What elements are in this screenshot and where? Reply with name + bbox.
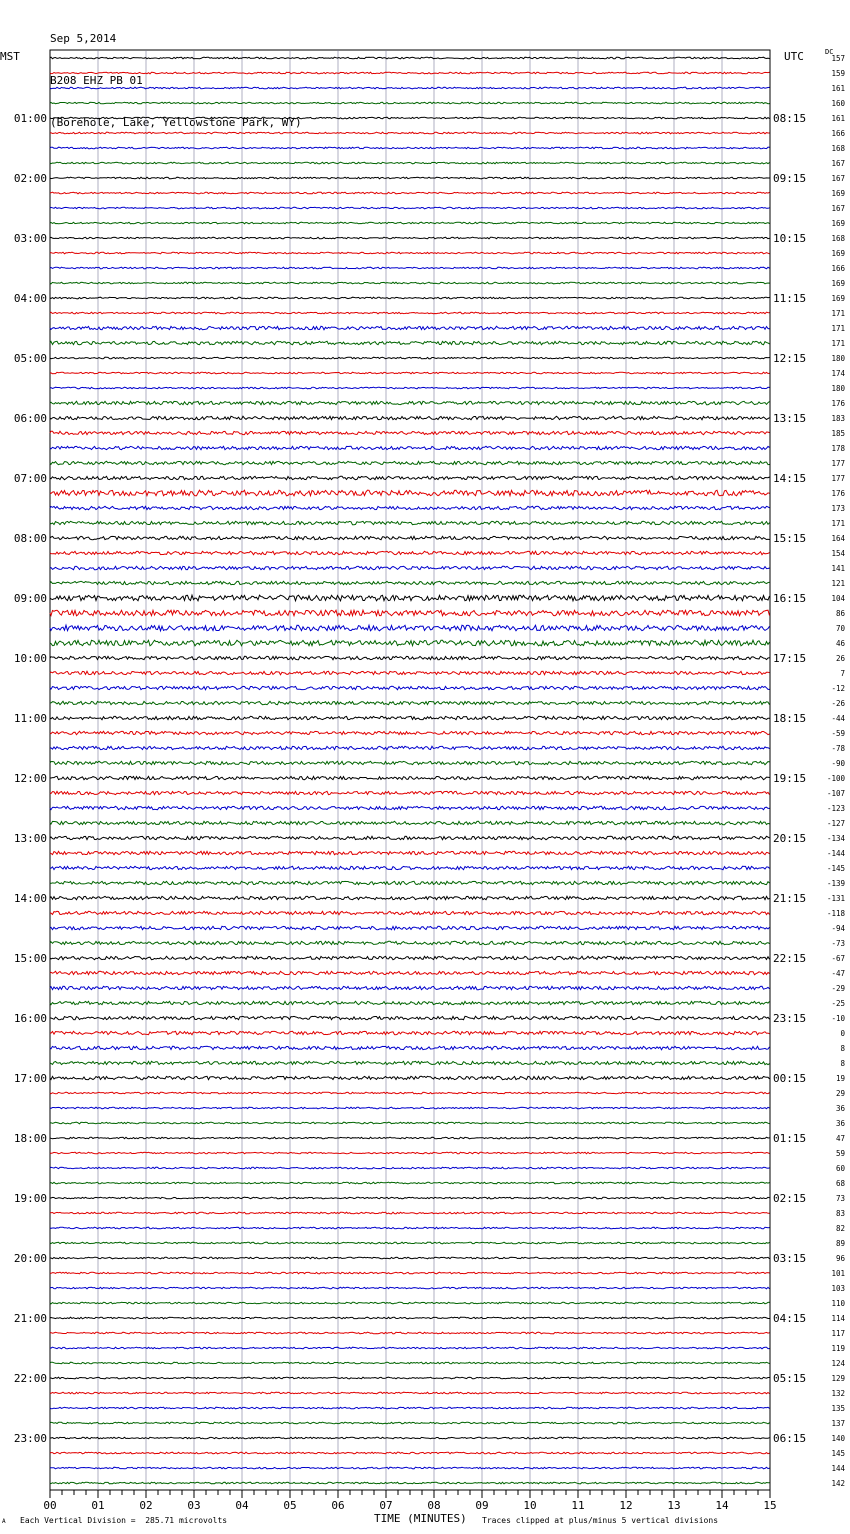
trace-line [50,551,770,554]
left-timezone-label: MST [0,50,20,63]
trace-line [50,490,770,496]
x-tick-label: 04 [235,1499,249,1512]
dc-offset-label: 60 [835,1164,845,1173]
trace-line [50,731,770,734]
mst-hour-label: 22:00 [13,1372,47,1385]
trace-line [50,431,770,434]
chart-date: Sep 5,2014 [50,32,117,45]
trace-line [50,1302,770,1304]
clip-note: Traces clipped at plus/minus 5 vertical divisions [482,1516,719,1525]
dc-offset-label: 178 [831,444,845,453]
dc-column-label: DC [825,48,834,56]
trace-line [50,1437,770,1439]
trace-line [50,102,770,104]
utc-hour-label: 18:15 [773,712,807,725]
dc-offset-label: 29 [835,1089,845,1098]
utc-hour-label: 15:15 [773,532,807,545]
trace-line [50,566,770,569]
dc-offset-label: -118 [826,909,845,918]
mst-hour-label: 17:00 [13,1072,47,1085]
trace-line [50,971,770,974]
dc-offset-label: 132 [831,1389,845,1398]
trace-line [50,177,770,179]
trace-line [50,625,770,631]
utc-hour-label: 21:15 [773,892,807,905]
dc-offset-label: 110 [831,1299,845,1308]
dc-offset-label: -123 [826,804,845,813]
trace-line [50,926,770,929]
trace-line [50,1107,770,1109]
trace-line [50,851,770,854]
utc-hour-label: 19:15 [773,772,807,785]
mst-hour-label: 21:00 [13,1312,47,1325]
utc-hour-label: 06:15 [773,1432,807,1445]
x-tick-label: 15 [763,1499,777,1512]
dc-offset-label: 157 [831,54,845,63]
mst-hour-label: 05:00 [13,352,47,365]
dc-offset-label: 177 [831,459,845,468]
mst-hour-label: 15:00 [13,952,47,965]
x-tick-label: 07 [379,1499,393,1512]
trace-line [50,252,770,254]
mst-hour-label: 23:00 [13,1432,47,1445]
dc-offset-label: 173 [831,504,845,513]
dc-offset-label: 145 [831,1449,845,1458]
dc-offset-label: 160 [831,99,845,108]
mst-hour-label: 18:00 [13,1132,47,1145]
trace-line [50,341,770,344]
dc-offset-label: 169 [831,219,845,228]
dc-offset-label: 104 [831,594,845,603]
dc-offset-label: 137 [831,1419,845,1428]
dc-offset-label: 171 [831,519,845,528]
dc-offset-label: 70 [835,624,845,633]
utc-hour-label: 22:15 [773,952,807,965]
trace-line [50,132,770,134]
dc-offset-label: 164 [831,534,845,543]
dc-offset-label: 117 [831,1329,845,1338]
utc-hour-label: 17:15 [773,652,807,665]
dc-offset-label: 83 [835,1209,845,1218]
dc-offset-label: 124 [831,1359,845,1368]
trace-line [50,282,770,284]
trace-line [50,1482,770,1484]
trace-line [50,1182,770,1184]
trace-line [50,387,770,389]
trace-line [50,761,770,764]
mst-hour-label: 02:00 [13,172,47,185]
trace-line [50,446,770,449]
x-axis-title: TIME (MINUTES) [374,1512,467,1525]
utc-hour-label: 16:15 [773,592,807,605]
trace-line [50,806,770,809]
dc-offset-label: 7 [840,669,845,678]
dc-offset-label: 36 [835,1104,845,1113]
trace-line [50,866,770,869]
trace-line [50,372,770,374]
trace-line [50,506,770,509]
dc-offset-label: -29 [831,984,845,993]
x-tick-label: 12 [619,1499,633,1512]
trace-line [50,1347,770,1349]
dc-offset-label: 103 [831,1284,845,1293]
dc-offset-label: 73 [835,1194,845,1203]
dc-offset-label: 171 [831,309,845,318]
dc-offset-label: -12 [831,684,845,693]
utc-hour-label: 02:15 [773,1192,807,1205]
trace-line [50,222,770,224]
dc-offset-label: 82 [835,1224,845,1233]
utc-hour-label: 08:15 [773,112,807,125]
dc-offset-label: -44 [831,714,845,723]
trace-line [50,776,770,779]
trace-line [50,791,770,794]
dc-offset-label: -67 [831,954,845,963]
dc-offset-label: 171 [831,324,845,333]
mst-hour-label: 20:00 [13,1252,47,1265]
dc-offset-label: 167 [831,204,845,213]
dc-offset-label: 180 [831,384,845,393]
dc-offset-label: -145 [826,864,845,873]
trace-line [50,896,770,899]
trace-line [50,461,770,464]
dc-offset-label: 144 [831,1464,845,1473]
trace-line [50,911,770,914]
mst-hour-label: 11:00 [13,712,47,725]
trace-line [50,1227,770,1229]
trace-line [50,941,770,944]
utc-hour-label: 11:15 [773,292,807,305]
utc-hour-label: 12:15 [773,352,807,365]
trace-line [50,746,770,749]
trace-line [50,610,770,616]
dc-offset-label: -26 [831,699,845,708]
utc-hour-label: 10:15 [773,232,807,245]
trace-line [50,671,770,674]
dc-offset-label: 168 [831,234,845,243]
trace-line [50,1061,770,1064]
trace-line [50,1407,770,1409]
trace-line [50,72,770,74]
trace-line [50,162,770,164]
trace-line [50,1212,770,1214]
dc-offset-label: 96 [835,1254,845,1263]
trace-line [50,117,770,119]
right-timezone-label: UTC [784,50,804,63]
trace-line [50,1046,770,1049]
x-tick-label: 09 [475,1499,489,1512]
trace-line [50,1137,770,1139]
dc-offset-label: 8 [840,1044,845,1053]
dc-offset-label: 129 [831,1374,845,1383]
dc-offset-label: 36 [835,1119,845,1128]
x-tick-label: 03 [187,1499,201,1512]
trace-line [50,536,770,539]
x-tick-label: 11 [571,1499,585,1512]
trace-line [50,87,770,89]
trace-line [50,1287,770,1289]
dc-offset-label: 59 [835,1149,845,1158]
trace-line [50,267,770,269]
dc-offset-label: 169 [831,294,845,303]
trace-line [50,1257,770,1259]
mst-hour-label: 03:00 [13,232,47,245]
x-tick-label: 06 [331,1499,345,1512]
trace-line [50,521,770,524]
dc-offset-label: 26 [835,654,845,663]
trace-line [50,1092,770,1094]
trace-line [50,237,770,239]
trace-line [50,57,770,59]
dc-offset-label: 47 [835,1134,845,1143]
dc-offset-label: 183 [831,414,845,423]
trace-line [50,1422,770,1424]
trace-line [50,326,770,329]
dc-offset-label: 161 [831,84,845,93]
utc-hour-label: 03:15 [773,1252,807,1265]
dc-offset-label: 168 [831,144,845,153]
dc-offset-label: 141 [831,564,845,573]
trace-line [50,207,770,209]
x-tick-label: 02 [139,1499,153,1512]
trace-line [50,401,770,404]
dc-offset-label: -78 [831,744,845,753]
x-tick-label: 00 [43,1499,57,1512]
trace-line [50,1167,770,1169]
dc-offset-label: -127 [826,819,845,828]
utc-hour-label: 14:15 [773,472,807,485]
mst-hour-label: 14:00 [13,892,47,905]
trace-line [50,1031,770,1034]
trace-line [50,1242,770,1244]
trace-line [50,701,770,704]
dc-offset-label: 167 [831,174,845,183]
utc-hour-label: 23:15 [773,1012,807,1025]
mst-hour-label: 07:00 [13,472,47,485]
dc-offset-label: 135 [831,1404,845,1413]
dc-offset-label: 119 [831,1344,845,1353]
utc-hour-label: 13:15 [773,412,807,425]
x-tick-label: 10 [523,1499,537,1512]
dc-offset-label: -100 [826,774,845,783]
x-tick-label: 14 [715,1499,729,1512]
dc-offset-label: -10 [831,1014,845,1023]
dc-offset-label: -134 [826,834,845,843]
trace-line [50,1392,770,1394]
trace-line [50,1152,770,1154]
trace-line [50,821,770,824]
utc-hour-label: 00:15 [773,1072,807,1085]
dc-offset-label: 19 [835,1074,845,1083]
station-code: B208 EHZ PB 01 [50,74,143,87]
trace-line [50,836,770,839]
dc-offset-label: 169 [831,189,845,198]
trace-line [50,640,770,646]
utc-hour-label: 09:15 [773,172,807,185]
dc-offset-label: 169 [831,279,845,288]
trace-line [50,986,770,989]
station-location: (Borehole, Lake, Yellowstone Park, WY) [50,116,302,129]
trace-line [50,1317,770,1319]
mst-hour-label: 01:00 [13,112,47,125]
trace-line [50,297,770,299]
dc-offset-label: 180 [831,354,845,363]
trace-line [50,1272,770,1274]
x-tick-label: 01 [91,1499,105,1512]
dc-offset-label: 68 [835,1179,845,1188]
x-tick-label: 05 [283,1499,297,1512]
x-tick-label: 13 [667,1499,681,1512]
dc-offset-label: -90 [831,759,845,768]
trace-line [50,881,770,884]
mst-hour-label: 19:00 [13,1192,47,1205]
x-tick-label: 08 [427,1499,441,1512]
trace-line [50,1377,770,1379]
mst-hour-label: 08:00 [13,532,47,545]
utc-hour-label: 05:15 [773,1372,807,1385]
trace-line [50,686,770,689]
dc-offset-label: -94 [831,924,845,933]
trace-line [50,147,770,149]
dc-offset-label: 154 [831,549,845,558]
trace-line [50,656,770,659]
mst-hour-label: 12:00 [13,772,47,785]
dc-offset-label: 161 [831,114,845,123]
utc-hour-label: 20:15 [773,832,807,845]
dc-offset-label: -25 [831,999,845,1008]
mst-hour-label: 06:00 [13,412,47,425]
dc-offset-label: -131 [826,894,845,903]
dc-offset-label: 171 [831,339,845,348]
dc-offset-label: 86 [835,609,845,618]
dc-offset-label: 140 [831,1434,845,1443]
trace-line [50,1452,770,1454]
dc-offset-label: 0 [840,1029,845,1038]
trace-line [50,357,770,359]
dc-offset-label: 101 [831,1269,845,1278]
trace-line [50,1197,770,1199]
dc-offset-label: 142 [831,1479,845,1488]
dc-offset-label: 159 [831,69,845,78]
dc-offset-label: 8 [840,1059,845,1068]
dc-offset-label: 114 [831,1314,845,1323]
dc-offset-label: 166 [831,264,845,273]
dc-offset-label: 167 [831,159,845,168]
scale-note: Each Vertical Division = 285.71 microvolts [20,1516,228,1525]
dc-offset-label: 121 [831,579,845,588]
mst-hour-label: 16:00 [13,1012,47,1025]
mst-hour-label: 13:00 [13,832,47,845]
trace-line [50,312,770,314]
trace-line [50,416,770,419]
dc-offset-label: 166 [831,129,845,138]
trace-line [50,1467,770,1469]
dc-offset-label: -47 [831,969,845,978]
trace-line [50,476,770,479]
trace-line [50,1076,770,1079]
trace-line [50,716,770,719]
trace-line [50,192,770,194]
mst-hour-label: 09:00 [13,592,47,605]
dc-offset-label: 46 [835,639,845,648]
dc-offset-label: -144 [826,849,845,858]
trace-line [50,595,770,601]
corner-mark: A [2,1518,6,1525]
dc-offset-label: 169 [831,249,845,258]
dc-offset-label: 176 [831,399,845,408]
utc-hour-label: 01:15 [773,1132,807,1145]
mst-hour-label: 10:00 [13,652,47,665]
trace-line [50,1362,770,1364]
mst-hour-label: 04:00 [13,292,47,305]
trace-line [50,581,770,584]
dc-offset-label: 177 [831,474,845,483]
dc-offset-label: 174 [831,369,845,378]
dc-offset-label: -139 [826,879,845,888]
utc-hour-label: 04:15 [773,1312,807,1325]
dc-offset-label: -59 [831,729,845,738]
dc-offset-label: 185 [831,429,845,438]
trace-line [50,1001,770,1004]
trace-line [50,1122,770,1124]
trace-line [50,956,770,959]
dc-offset-label: 176 [831,489,845,498]
dc-offset-label: -107 [826,789,845,798]
dc-offset-label: -73 [831,939,845,948]
trace-line [50,1332,770,1334]
trace-line [50,1016,770,1019]
dc-offset-label: 89 [835,1239,845,1248]
